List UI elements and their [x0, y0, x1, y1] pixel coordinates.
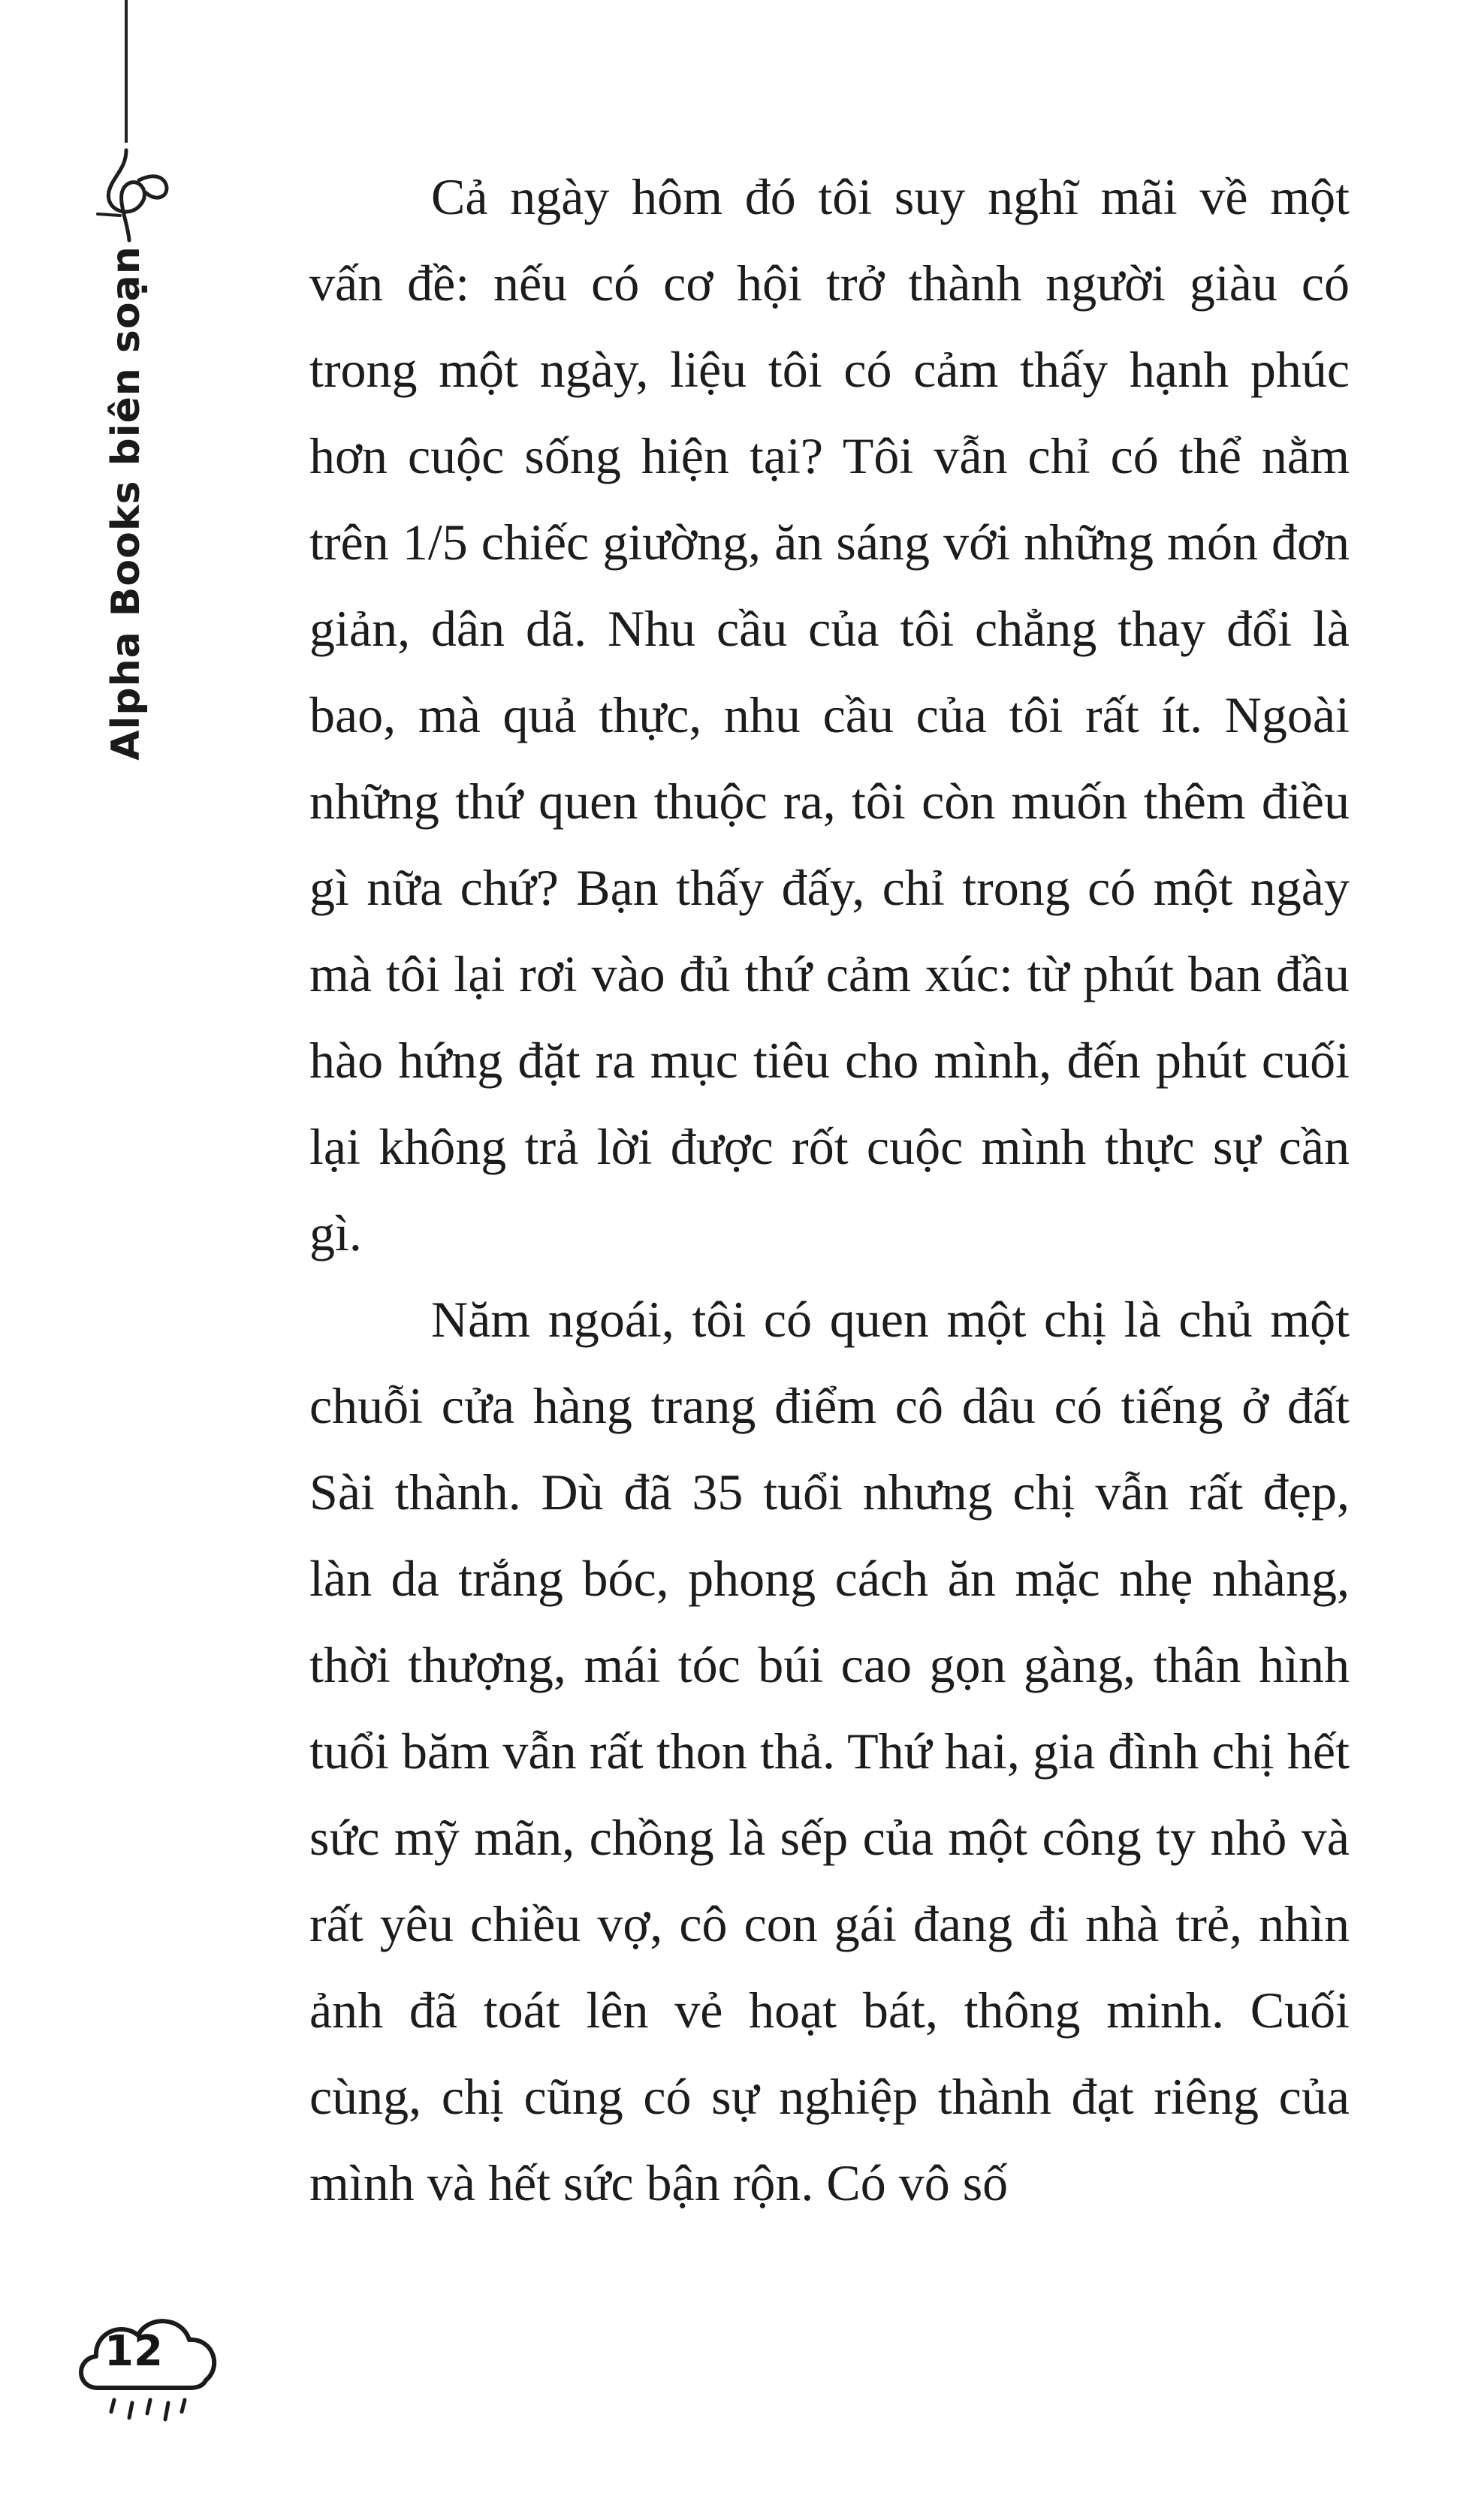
body-text	[309, 154, 1350, 2226]
paragraph: Năm ngoái, tôi có quen một chị là chủ một chuỗi cửa hàng trang điểm cô dâu có tiếng ở đất Sài thành. Dù đã 35 tuổi nhưng chị vẫn rất đẹp, làn da trắng bóc, phong cách ăn mặc nhẹ nhàng, thời thượng, mái tóc búi cao gọn gàng, thân hình tuổi băm vẫn rất thon thả. Thứ hai, gia đình chị hết sức mỹ mãn, chồng là sếp của một công ty nhỏ và rất yêu chiều vợ, cô con gái đang đi nhà trẻ, nhìn ảnh đã toát lên vẻ hoạt bát, thông minh. Cuối cùng, chị cũng có sự nghiệp thành đạt riêng của mình và hết sức bận rộn. Có vô số	[309, 1291, 1350, 2211]
margin-rule	[125, 0, 128, 143]
paragraph: Cả ngày hôm đó tôi suy nghĩ mãi về một vấn đề: nếu có cơ hội trở thành người giàu có trong một ngày, liệu tôi có cảm thấy hạnh phúc hơn cuộc sống hiện tại? Tôi vẫn chỉ có thể nằm trên 1/5 chiếc giường, ăn sáng với những món đơn giản, dân dã. Nhu cầu của tôi chẳng thay đổi là bao, mà quả thực, nhu cầu của tôi rất ít. Ngoài những thứ quen thuộc ra, tôi còn muốn thêm điều gì nữa chứ? Bạn thấy đấy, chỉ trong có một ngày mà tôi lại rơi vào đủ thứ cảm xúc: từ phút ban đầu hào hứng đặt ra mục tiêu cho mình, đến phút cuối lại không trả lời được rốt cuộc mình thực sự cần gì.	[309, 168, 1350, 1262]
book-spine-credit: Alpha Books biên soạn	[104, 246, 149, 761]
page-number: 12	[104, 2327, 163, 2376]
flourish-ornament-icon	[83, 146, 180, 244]
